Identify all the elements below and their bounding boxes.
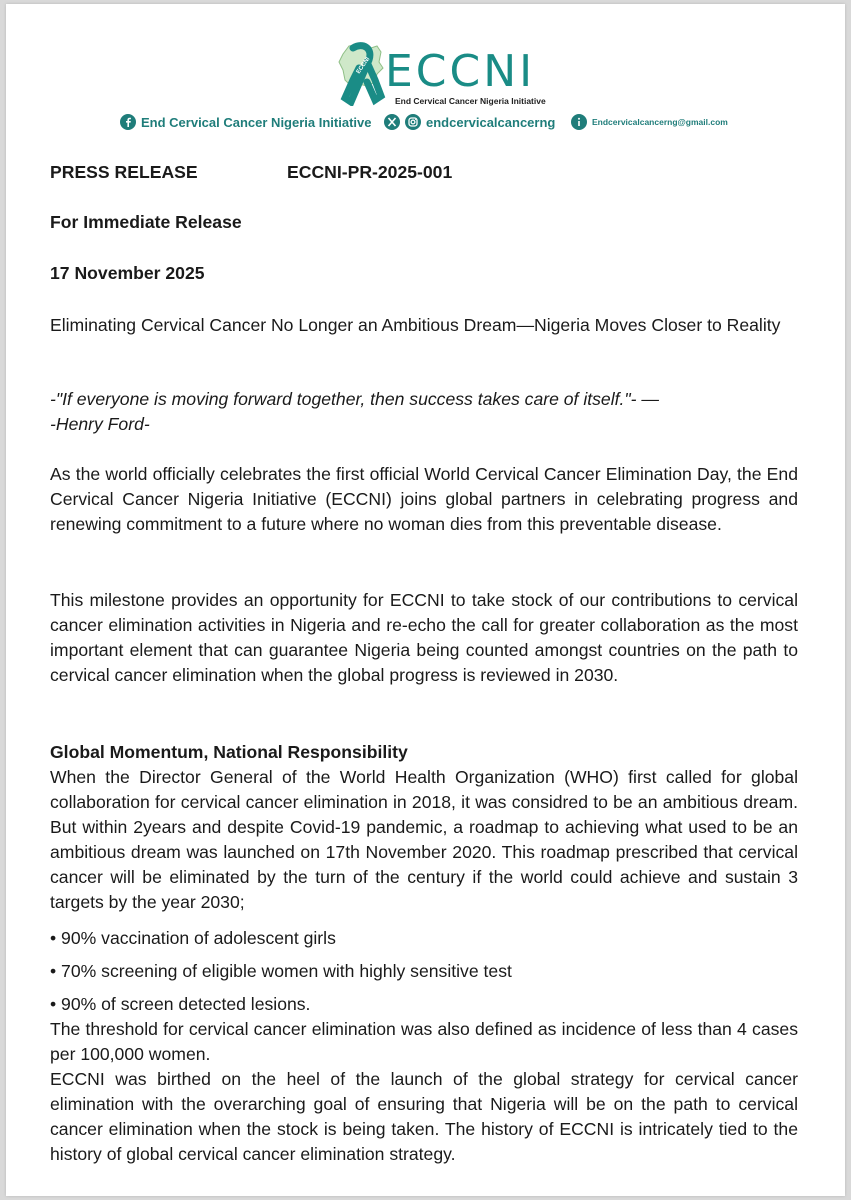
eccni-logo <box>331 40 546 110</box>
bullet-screening: • 70% screening of eligible women with highly sensitive test <box>50 961 512 981</box>
facebook-name: End Cervical Cancer Nigeria Initiative <box>141 114 372 130</box>
paragraph-2: This milestone provides an opportunity for ECCNI to take stock of our contributions to cervical cancer elimination activities in Nigeria and re-echo the call for greater collaboration as the most important element that can guarantee Nigeria being counted amongst countries on the path to cervical cancer elimination when the global progress is reviewed in 2030. <box>50 590 798 685</box>
info-icon <box>571 114 587 130</box>
svg-text:ECCNI: ECCNI <box>355 56 372 76</box>
paragraph-1: As the world officially celebrates the first official World Cervical Cancer Elimination Day, the End Cervical Cancer Nigeria Initiative (ECCNI) joins global partners in celebrating progress and renewing commitment to a future where no woman dies from this preventable disease. <box>50 464 798 534</box>
logo-wordmark: ECCNI <box>385 46 536 97</box>
quote-author: -Henry Ford- <box>50 414 150 434</box>
press-release-label: PRESS RELEASE <box>50 162 198 182</box>
section-title: Global Momentum, National Responsibility <box>50 742 408 762</box>
bullet-treatment: • 90% of screen detected lesions. <box>50 994 311 1014</box>
facebook-icon <box>120 114 136 130</box>
logo-tagline: End Cervical Cancer Nigeria Initiative <box>395 96 546 106</box>
social-handle: endcervicalcancerng <box>426 114 556 130</box>
bullet-vaccination: • 90% vaccination of adolescent girls <box>50 928 336 948</box>
release-date: 17 November 2025 <box>50 263 205 283</box>
release-reference: ECCNI-PR-2025-001 <box>287 162 453 182</box>
paragraph-3: When the Director General of the World Health Organization (WHO) first called for global collaboration for cervical cancer elimination in 2018, it was considred to be an ambitious dream. But within 2years and despite Covid-19 pandemic, a roadmap to achieving what used to be an ambitious dream was launched on 17th November 2020. This roadmap prescribed that cervical cancer will be eliminated by the turn of the century if the world could achieve and sustain 3 targets by the year 2030; <box>50 767 798 912</box>
ribbon-map-icon <box>331 40 389 106</box>
instagram-icon <box>405 114 421 130</box>
contact-bar <box>120 114 825 136</box>
facebook-contact[interactable] <box>120 114 371 130</box>
paragraph-4: The threshold for cervical cancer elimination was also defined as incidence of less than 4 cases per 100,000 women. <box>50 1019 798 1064</box>
quote: -"If everyone is moving forward together, then success takes care of itself."- — <box>50 389 659 409</box>
email-contact[interactable] <box>571 114 728 130</box>
immediate-release: For Immediate Release <box>50 212 242 232</box>
x-icon <box>384 114 400 130</box>
social-handle-contact[interactable] <box>384 114 555 130</box>
headline: Eliminating Cervical Cancer No Longer an Ambitious Dream—Nigeria Moves Closer to Reality <box>50 315 781 335</box>
paragraph-5: ECCNI was birthed on the heel of the launch of the global strategy for cervical cancer elimination with the overarching goal of ensuring that Nigeria will be on the path to cervical cancer elimination when the stock is being taken. The history of ECCNI is intricately tied to the history of global cervical cancer elimination strategy. <box>50 1069 798 1164</box>
email-address: Endcervicalcancerng@gmail.com <box>592 117 728 127</box>
document-page <box>6 4 845 1196</box>
